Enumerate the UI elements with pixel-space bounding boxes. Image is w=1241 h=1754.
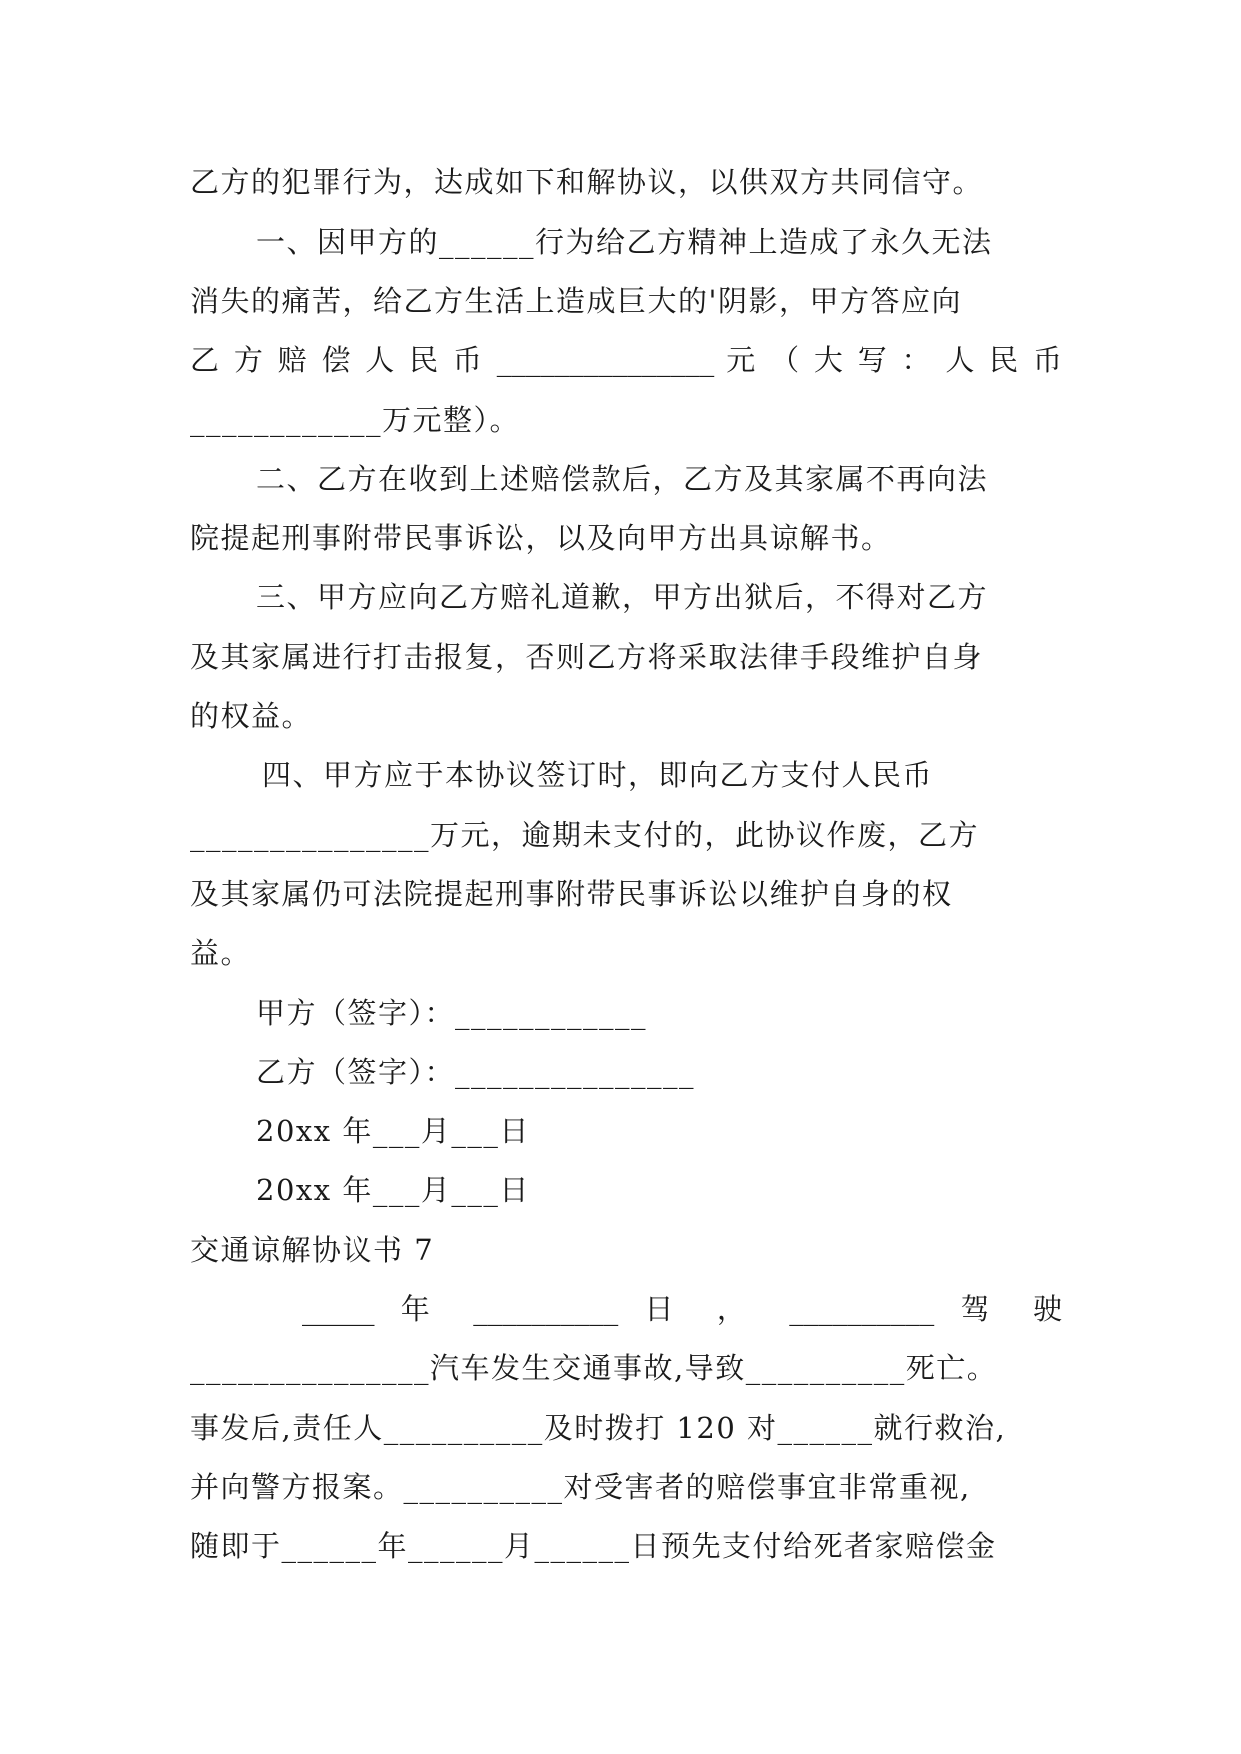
- text-line-6: 二、乙方在收到上述赔偿款后，乙方及其家属不再向法: [256, 462, 989, 496]
- section-title: 交通谅解协议书 7: [190, 1233, 435, 1267]
- text-line-4: 乙 方 赔 偿 人 民 币 _______________ 元 （ 大 写 ： 人 民 币: [190, 343, 1062, 377]
- signature-party-b: 乙方（签字）：_______________: [256, 1055, 696, 1089]
- text-line-5: ____________万元整）。: [190, 403, 521, 437]
- text-line-1: 乙方的犯罪行为，达成如下和解协议，以供双方共同信守。: [190, 165, 984, 199]
- text-line-23: 并向警方报案。__________对受害者的赔偿事宜非常重视,: [190, 1470, 971, 1504]
- text-line-7: 院提起刑事附带民事诉讼，以及向甲方出具谅解书。: [190, 521, 892, 555]
- date-line-2: 20xx 年___月___日: [256, 1173, 530, 1207]
- text-line-14: 益。: [190, 936, 252, 970]
- text-line-8: 三、甲方应向乙方赔礼道歉，甲方出狱后，不得对乙方: [256, 580, 989, 614]
- text-line-11: 四、甲方应于本协议签订时，即向乙方支付人民币: [262, 758, 934, 792]
- date-line-1: 20xx 年___月___日: [256, 1114, 530, 1148]
- text-line-9: 及其家属进行打击报复，否则乙方将采取法律手段维护自身: [190, 640, 984, 674]
- signature-party-a: 甲方（签字）：____________: [256, 996, 648, 1030]
- text-line-3: 消失的痛苦，给乙方生活上造成巨大的'阴影，甲方答应向: [190, 284, 962, 318]
- text-line-10: 的权益。: [190, 699, 313, 733]
- text-line-20: _____ 年 __________ 日 ， __________ 驾 驶: [302, 1292, 1062, 1326]
- text-line-13: 及其家属仍可法院提起刑事附带民事诉讼以维护自身的权: [190, 877, 953, 911]
- text-line-22: 事发后,责任人__________及时拨打 120 对______就行救治,: [190, 1411, 1007, 1445]
- text-line-2: 一、因甲方的______行为给乙方精神上造成了永久无法: [256, 225, 993, 259]
- text-line-12: _______________万元，逾期未支付的，此协议作废，乙方: [190, 818, 980, 852]
- text-line-21: _______________汽车发生交通事故,导致__________死亡。: [190, 1351, 998, 1385]
- text-line-24: 随即于______年______月______日预先支付给死者家赔偿金: [190, 1529, 997, 1563]
